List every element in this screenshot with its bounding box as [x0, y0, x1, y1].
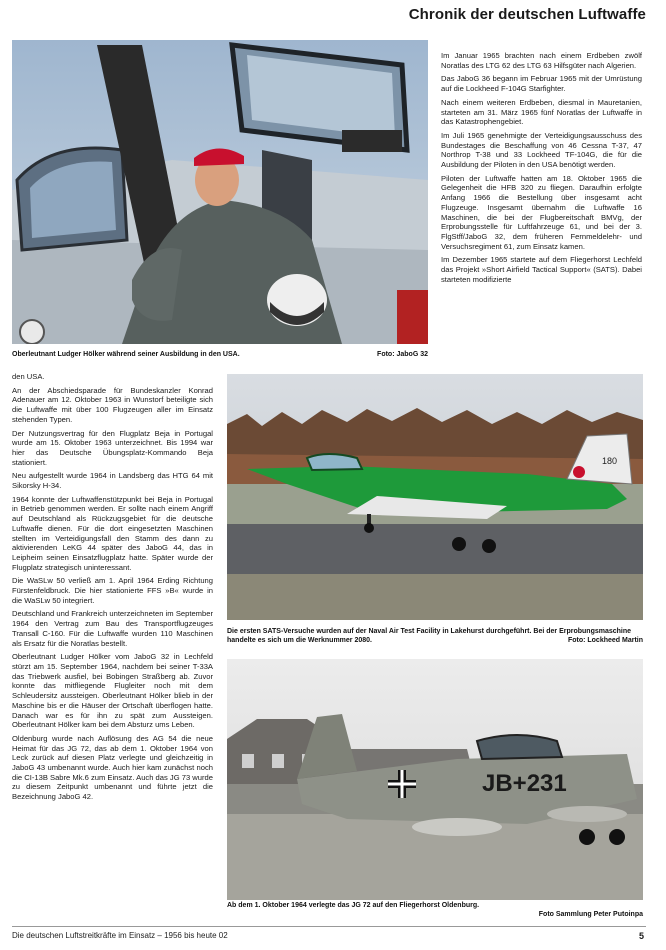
photo-starfighter-caption-text: Die ersten SATS-Versuche wurden auf der Naval Air Test Facility in Lakehurst durchgeführt. Bei der Erprobungsmaschine handelte es sich um die Werknummer 2080.: [227, 628, 632, 644]
photo-pilot-credit: Foto: JaboG 32: [377, 351, 428, 358]
photo-starfighter-sats: [227, 374, 643, 620]
text-column-right: [441, 51, 642, 288]
paragraph: Das JaboG 36 begann im Februar 1965 mit der Umrüstung auf die Lockheed F-104G Starfighter.: [441, 74, 642, 94]
paragraph: Neu aufgestellt wurde 1964 in Landsberg das HTG 64 mit Sikorsky H-34.: [12, 471, 213, 491]
aircraft-code: JB+231: [482, 770, 567, 797]
paragraph: den USA.: [12, 372, 45, 381]
photo-sabre-caption: [227, 901, 643, 919]
photo-sabre-credit: Foto Sammlung Peter Putoinpa: [538, 911, 643, 918]
paragraph: Im Dezember 1965 startete auf dem Fliegerhorst Lechfeld das Projekt »Short Airfield Tactical Support« (SATS). Dabei starteten modifizierte: [441, 255, 642, 284]
footer-publication-title: Die deutschen Luftstreitkräfte im Einsatz – 1956 bis heute 02: [12, 931, 228, 940]
photo-sabre-caption-text: Ab dem 1. Oktober 1964 verlegte das JG 72 auf den Fliegerhorst Oldenburg.: [227, 902, 480, 909]
photo-starfighter-caption: [227, 627, 643, 645]
paragraph: Nach einem weiteren Erdbeben, diesmal in Mauretanien, starteten am 31. März 1965 fünf Noratlas der Luftwaffe in das Katastrophengebiet.: [441, 97, 642, 127]
page-number: 5: [638, 931, 644, 941]
paragraph: Die WaSLw 50 verließ am 1. April 1964 Erding Richtung Fürstenfeldbruck. Die hier stationierte FFS »B« wurde in die WaSLw 50 integriert.: [12, 576, 213, 605]
paragraph: Deutschland und Frankreich unterzeichneten im September 1964 den Vertrag zum Bau des Transportflugzeuges Transall C-160. Für die Luftwaffe wurden 110 Maschinen als Ersatz für die Noratlas bestellt.: [12, 609, 213, 648]
paragraph: Piloten der Luftwaffe hatten am 18. Oktober 1965 die Gelegenheit die HFB 320 zu fliegen. Daraufhin erfolgte Anfang 1966 die Bestellung über insgesamt acht Flugzeuge. Insgesamt übernahm die Luftwaffe 16 Maschinen, die bei der Flugbereitschaft BMVg, der Erprobungsstelle für Luftfahrzeuge 61, und bei der 3. FlgStff/JaboG 32, dem früheren Fernmeldelehr- und Versuchsregiment 61, zum Einsatz kamen.: [441, 173, 642, 251]
paragraph: Oldenburg wurde nach Auflösung des AG 54 die neue Heimat für das JG 72, das ab dem 1. Oktober 1964 von Leck zurück auf diesen Platz verlegte und gleichzeitig in JaboG 43 umbenannt wurde. Auch hier kam zunächst noch die CI-13B Sabre Mk.6 zum Einsatz. Auch das JG 73 wurde zu diesem Zeitpunkt umbenannt und führte jetzt die Bezeichnung JaboG 42.: [12, 733, 213, 802]
text-column-left: [12, 372, 213, 806]
page-header-title: Chronik der deutschen Luftwaffe: [408, 6, 646, 23]
photo-pilot-portrait: [12, 40, 428, 344]
footer-divider: [12, 926, 646, 927]
paragraph: Im Januar 1965 brachten nach einem Erdbeben zwölf Noratlas des LTG 62 des LTG 63 Hilfsgüter nach Algerien.: [441, 51, 642, 70]
photo-pilot-caption: [12, 350, 428, 359]
photo-pilot-caption-text: Oberleutnant Ludger Hölker während seiner Ausbildung in den USA.: [12, 351, 240, 358]
paragraph: An der Abschiedsparade für Bundeskanzler Konrad Adenauer am 12. Oktober 1963 in Wunstorf beteiligte sich die Luftwaffe mit über 100 Flugzeugen aller im Einsatz stehenden Typen.: [12, 385, 213, 424]
paragraph: Im Juli 1965 genehmigte der Verteidigungsausschuss des Bundestages die Beschaffung von 46 Cessna T-37, 47 Northrop T-38 und 33 Lockheed TF-104G, die für die Ausbildung der Piloten in den USA benötigt werden.: [441, 130, 642, 170]
paragraph: Oberleutnant Ludger Hölker vom JaboG 32 in Lechfeld stürzt am 15. September 1964, nachdem bei seiner T-33A das Triebwerk ausfiel, bei Bobingen Straßberg ab. Zuvor konnte das mitfliegende Flugleiter noch mit dem Schleudersitz aussteigen. Oberleutnant Hölker blieb in der Maschine bis er die Häuser der Ortschaft überflogen hatte. Danach war es für ihn zu spät zum Aussteigen. Oberleutnant Hölker kam bei dem Absturz ums Leben.: [12, 652, 213, 730]
photo-sabre-oldenburg: [227, 659, 643, 900]
tail-number: 180: [602, 456, 618, 466]
paragraph: Der Nutzungsvertrag für den Flugplatz Beja in Portugal wurde am 15. Oktober 1963 unterzeichnet. Bis 1994 war hier das Deutsche Übungsplatz-Kommando Beja stationiert.: [12, 428, 213, 467]
paragraph: 1964 konnte der Luftwaffenstützpunkt bei Beja in Portugal in Betrieb genommen werden. Er sollte nach einem Angriff auf Deutschland als Rückzugsgebiet für die deutsche Luftwaffe dienen. Für die dort eingesetzten Maschinen stellten im Verteidigungsfall den Stamm des dann zu aktivierenden LeKG 44 später des JaboG 44, das in Leipheim seinen Einsatzflugplatz hatte. Später wurde der Flugplatz strategisch uninteressant.: [12, 494, 213, 572]
photo-starfighter-credit: Foto: Lockheed Martin: [567, 637, 643, 644]
